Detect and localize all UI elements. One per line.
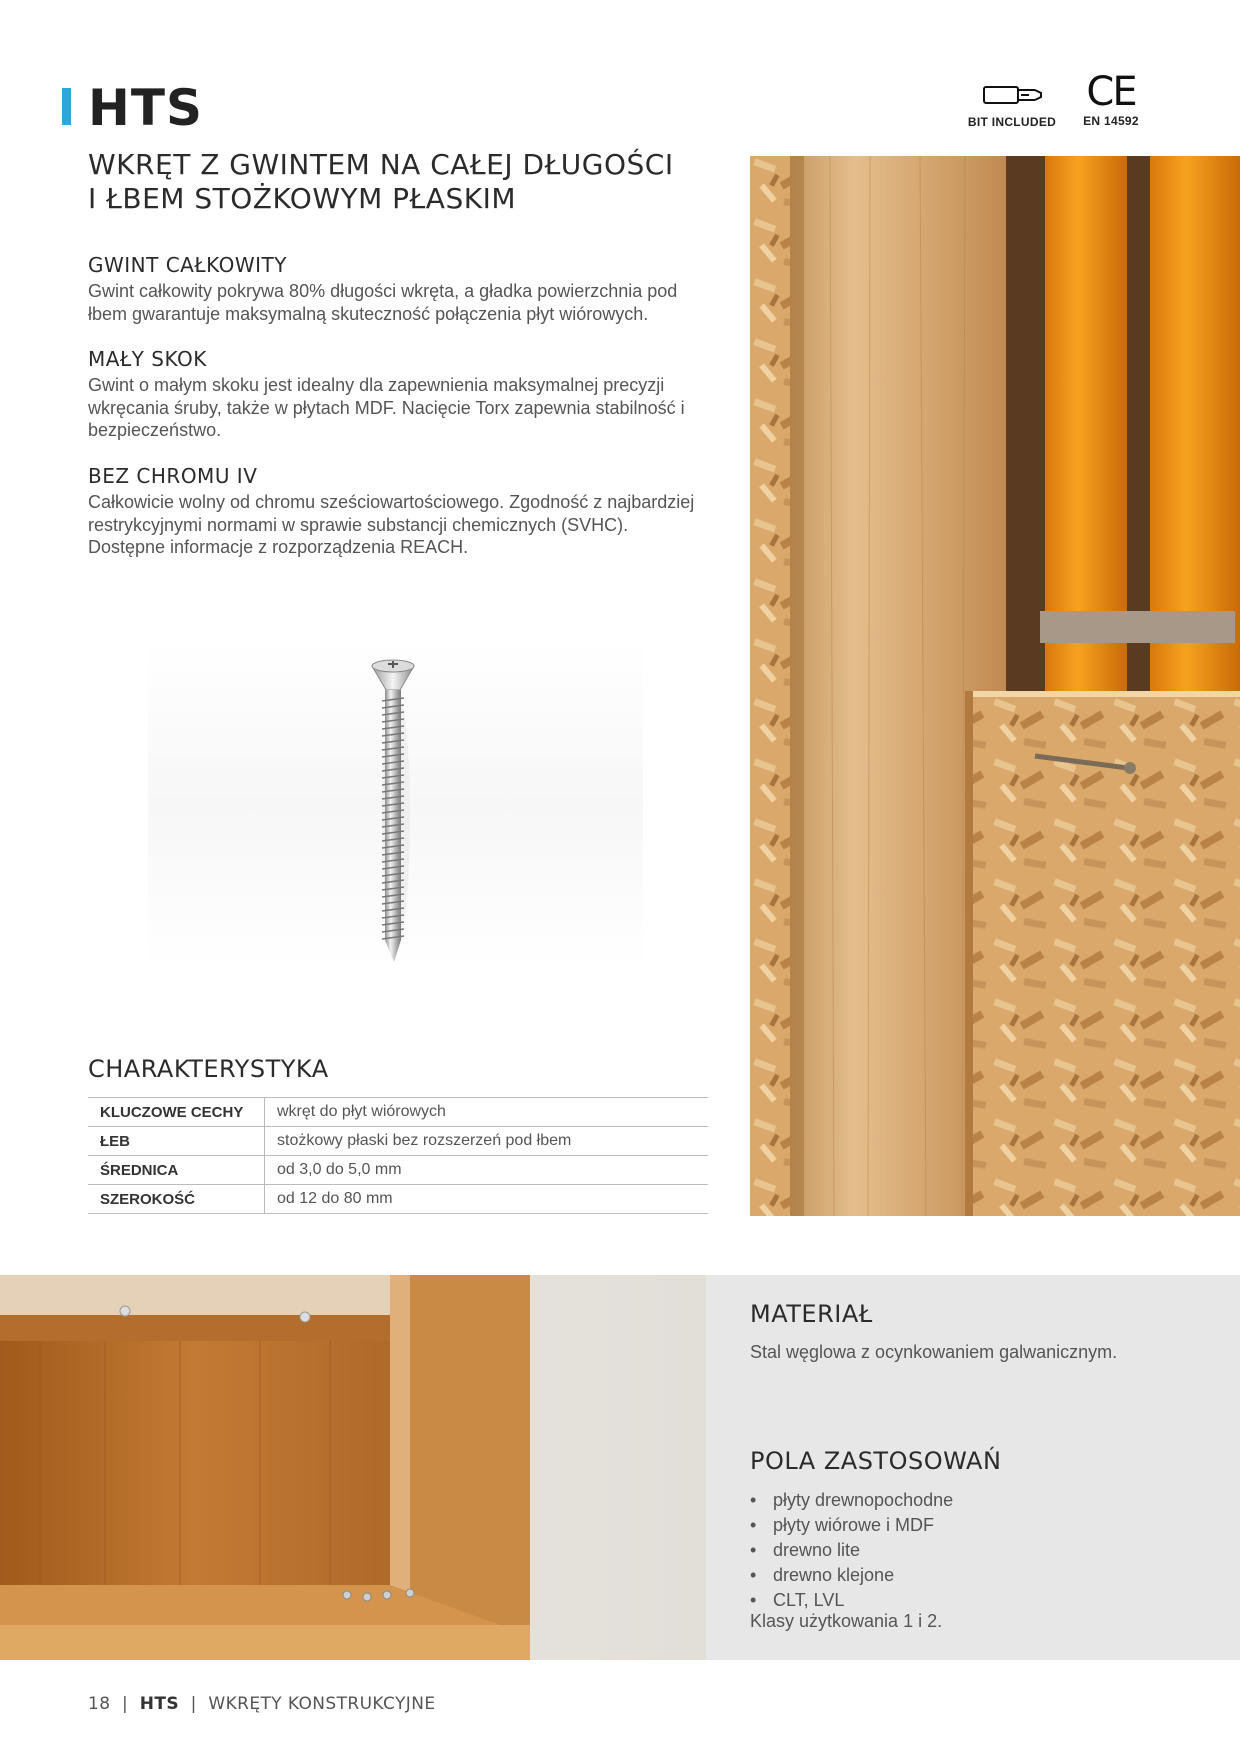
table-row <box>88 1098 708 1127</box>
ce-norm-label: EN 14592 <box>1083 114 1139 128</box>
screw-icon <box>148 640 643 970</box>
list-item: • płyty wiórowe i MDF <box>750 1513 953 1538</box>
page-subtitle: WKRĘT Z GWINTEM NA CAŁEJ DŁUGOŚCI I ŁBEM STOŻKOWYM PŁASKIM <box>88 148 674 215</box>
table-row <box>88 1127 708 1156</box>
feature-text: Całkowicie wolny od chromu sześciowartościowego. Zgodność z najbardziej restrykcyjnymi normami w sprawie substancji chemicznych (SVHC). Dostępne informacje z rozporządzenia REACH. <box>88 492 695 557</box>
row-key: SZEROKOŚĆ <box>88 1185 265 1214</box>
table-row <box>88 1185 708 1214</box>
characteristics-table <box>88 1097 708 1214</box>
ce-mark-icon: CE <box>1086 69 1136 115</box>
row-value: od 12 do 80 mm <box>265 1185 709 1214</box>
list-item: • CLT, LVL <box>750 1588 953 1613</box>
list-item: • drewno lite <box>750 1538 953 1563</box>
bit-included-badge <box>962 80 1062 129</box>
page-footer: 18 | HTS | WKRĘTY KONSTRUKCYJNE <box>88 1694 436 1714</box>
feature-small-pitch <box>88 346 708 442</box>
list-item: • płyty drewnopochodne <box>750 1488 953 1513</box>
service-class-note: Klasy użytkowania 1 i 2. <box>750 1611 943 1631</box>
feature-text: Gwint całkowity pokrywa 80% długości wkręta, a gładka powierzchnia pod łbem gwarantuje maksymalną skuteczność połączenia płyt wiórowych. <box>88 281 678 324</box>
list-item: • drewno klejone <box>750 1563 953 1588</box>
applications-list <box>750 1488 953 1613</box>
screw-product-image <box>148 640 643 970</box>
material-title: MATERIAŁ <box>750 1300 873 1328</box>
feature-title: GWINT CAŁKOWITY <box>88 253 287 277</box>
table-row <box>88 1156 708 1185</box>
material-text: Stal węglowa z ocynkowaniem galwanicznym. <box>750 1342 1118 1362</box>
applications-title: POLA ZASTOSOWAŃ <box>750 1447 1002 1475</box>
footer-section: WKRĘTY KONSTRUKCYJNE <box>208 1694 436 1714</box>
feature-full-thread <box>88 252 708 325</box>
screwdriver-bit-icon <box>977 80 1047 110</box>
feature-chrome-free <box>88 463 708 559</box>
feature-text: Gwint o małym skoku jest idealny dla zapewnienia maksymalnej precyzji wkręcania śruby, także w płytach MDF. Nacięcie Torx zapewnia stabilność i bezpieczeństwo. <box>88 375 685 440</box>
bit-included-label: BIT INCLUDED <box>967 115 1057 129</box>
feature-title: BEZ CHROMU IV <box>88 464 258 488</box>
application-photo-cabinet <box>0 1275 706 1660</box>
footer-product: HTS <box>139 1694 180 1714</box>
page-title: HTS <box>88 79 203 137</box>
ce-badge <box>1076 70 1146 128</box>
row-value: wkręt do płyt wiórowych <box>265 1098 709 1127</box>
row-value: od 3,0 do 5,0 mm <box>265 1156 709 1185</box>
page-number: 18 <box>88 1694 111 1714</box>
row-value: stożkowy płaski bez rozszerzeń pod łbem <box>265 1127 709 1156</box>
application-photo-wall <box>750 156 1240 1216</box>
characteristics-title: CHARAKTERYSTYKA <box>88 1055 329 1083</box>
title-accent-bar <box>62 88 71 125</box>
row-key: ŁEB <box>88 1127 265 1156</box>
row-key: KLUCZOWE CECHY <box>88 1098 265 1127</box>
feature-title: MAŁY SKOK <box>88 347 207 371</box>
row-key: ŚREDNICA <box>88 1156 265 1185</box>
